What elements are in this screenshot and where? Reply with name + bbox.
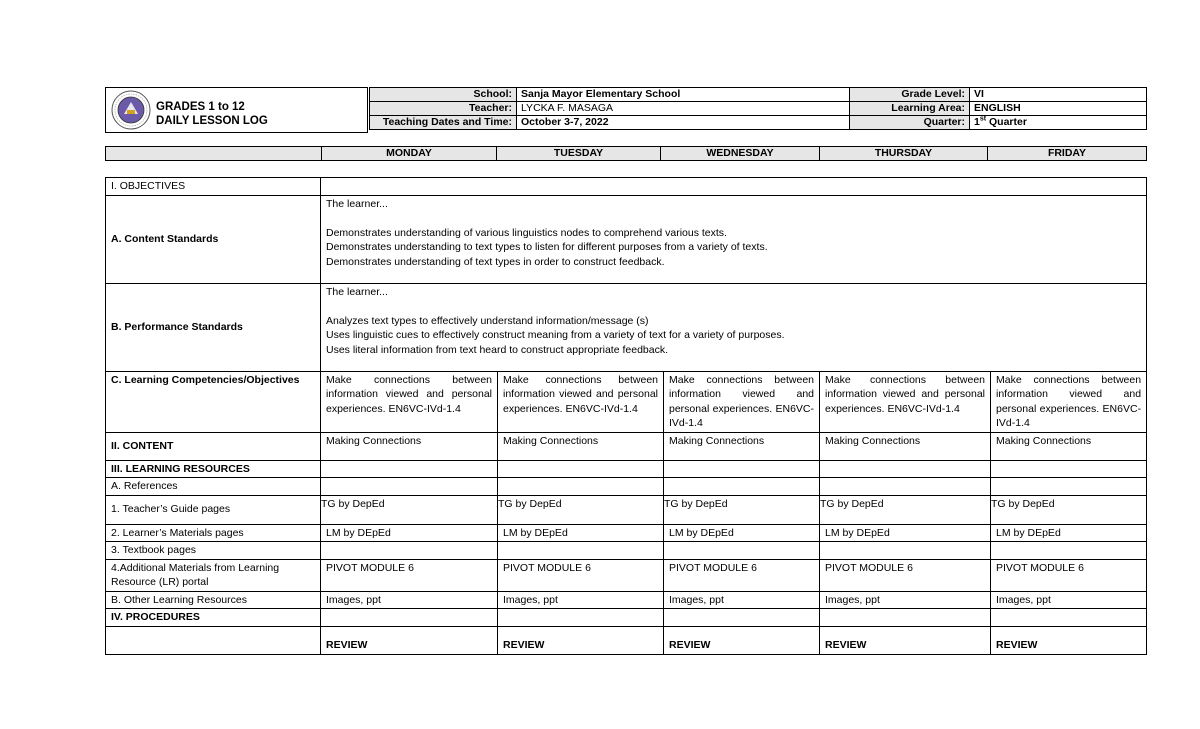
content-tuesday: Making Connections <box>498 432 664 460</box>
performance-standards-text <box>321 283 1147 371</box>
empty-cell <box>820 542 991 560</box>
other-thursday: Images, ppt <box>820 591 991 609</box>
quarter-word: Quarter <box>989 116 1027 128</box>
objectives-blank <box>321 178 1147 196</box>
review-wednesday: REVIEW <box>664 626 820 654</box>
school-value: Sanja Mayor Elementary School <box>517 88 850 102</box>
day-monday: MONDAY <box>322 147 497 161</box>
table-row <box>106 495 1147 524</box>
empty-cell <box>664 542 820 560</box>
content-standards-label: A. Content Standards <box>106 195 321 283</box>
empty-cell <box>498 609 664 627</box>
quarter-value <box>970 116 1147 130</box>
competency-tuesday: Make connections between information viewed and personal experiences. EN6VC-IVd-1.4 <box>498 371 664 432</box>
empty-cell <box>321 609 498 627</box>
competencies-label: C. Learning Competencies/Objectives <box>106 371 321 432</box>
empty-cell <box>991 609 1147 627</box>
empty-cell <box>106 626 321 654</box>
table-row <box>106 371 1147 432</box>
quarter-label: Quarter: <box>850 116 970 130</box>
additional-monday: PIVOT MODULE 6 <box>321 559 498 591</box>
content-label: II. CONTENT <box>106 432 321 460</box>
quarter-number: 1 <box>974 116 980 128</box>
performance-standards-line: Analyzes text types to effectively understand information/message (s) <box>326 314 649 327</box>
table-row <box>106 626 1147 654</box>
learning-resources-heading: III. LEARNING RESOURCES <box>106 460 321 478</box>
blank-header-cell <box>106 147 322 161</box>
competency-wednesday: Make connections between information viewed and personal experiences. EN6VC-IVd-1.4 <box>664 371 820 432</box>
other-wednesday: Images, ppt <box>664 591 820 609</box>
tg-thursday: TG by DepEd <box>820 495 991 524</box>
empty-cell <box>991 478 1147 496</box>
empty-cell <box>498 542 664 560</box>
performance-standards-line <box>326 299 1141 314</box>
additional-wednesday: PIVOT MODULE 6 <box>664 559 820 591</box>
content-friday: Making Connections <box>991 432 1147 460</box>
objectives-heading: I. OBJECTIVES <box>106 178 321 196</box>
tg-tuesday: TG by DepEd <box>498 495 664 524</box>
tg-monday: TG by DepEd <box>321 495 498 524</box>
review-friday: REVIEW <box>991 626 1147 654</box>
other-tuesday: Images, ppt <box>498 591 664 609</box>
header-info-table <box>369 87 1147 130</box>
lm-thursday: LM by DEpEd <box>820 524 991 542</box>
review-thursday: REVIEW <box>820 626 991 654</box>
teaching-dates-label: Teaching Dates and Time: <box>370 116 517 130</box>
content-standards-line <box>326 211 1141 226</box>
content-thursday: Making Connections <box>820 432 991 460</box>
school-label: School: <box>370 88 517 102</box>
table-row <box>106 432 1147 460</box>
tg-wednesday: TG by DepEd <box>664 495 820 524</box>
teacher-label: Teacher: <box>370 102 517 116</box>
day-wednesday: WEDNESDAY <box>661 147 820 161</box>
competency-friday: Make connections between information viewed and personal experiences. EN6VC-IVd-1.4 <box>991 371 1147 432</box>
content-standards-line: Demonstrates understanding of text types in order to construct feedback. <box>326 255 665 268</box>
header-title-block <box>105 87 368 133</box>
quarter-ordinal: st <box>979 115 987 123</box>
page-title <box>156 100 268 128</box>
learning-area-value: ENGLISH <box>970 102 1147 116</box>
empty-cell <box>991 542 1147 560</box>
additional-materials-label: 4.Additional Materials from Learning Resource (LR) portal <box>106 559 321 591</box>
empty-cell <box>321 542 498 560</box>
day-friday: FRIDAY <box>988 147 1147 161</box>
lm-friday: LM by DEpEd <box>991 524 1147 542</box>
textbook-label: 3. Textbook pages <box>106 542 321 560</box>
performance-standards-line: The learner... <box>326 285 388 298</box>
performance-standards-label: B. Performance Standards <box>106 283 321 371</box>
teaching-dates-value: October 3-7, 2022 <box>517 116 850 130</box>
weekday-header-row <box>105 146 1147 161</box>
learners-materials-label: 2. Learner’s Materials pages <box>106 524 321 542</box>
other-friday: Images, ppt <box>991 591 1147 609</box>
title-line-2: DAILY LESSON LOG <box>156 115 268 127</box>
competency-monday: Make connections between information viewed and personal experiences. EN6VC-IVd-1.4 <box>321 371 498 432</box>
table-row <box>106 195 1147 283</box>
table-row <box>106 283 1147 371</box>
other-monday: Images, ppt <box>321 591 498 609</box>
references-label: A. References <box>106 478 321 496</box>
grade-level-value: VI <box>970 88 1147 102</box>
title-line-1: GRADES 1 to 12 <box>156 101 245 113</box>
review-tuesday: REVIEW <box>498 626 664 654</box>
performance-standards-line: Uses linguistic cues to effectively construct meaning from a variety of text for a variety of purposes. <box>326 329 785 341</box>
review-monday: REVIEW <box>321 626 498 654</box>
content-standards-line: The learner... <box>326 197 388 210</box>
performance-standards-line: Uses literal information from text heard to construct appropriate feedback. <box>326 343 668 356</box>
content-wednesday: Making Connections <box>664 432 820 460</box>
table-row <box>106 609 1147 627</box>
learning-area-label: Learning Area: <box>850 102 970 116</box>
table-row <box>106 524 1147 542</box>
lm-wednesday: LM by DEpEd <box>664 524 820 542</box>
additional-tuesday: PIVOT MODULE 6 <box>498 559 664 591</box>
empty-cell <box>498 478 664 496</box>
procedures-heading: IV. PROCEDURES <box>106 609 321 627</box>
competency-thursday: Make connections between information viewed and personal experiences. EN6VC-IVd-1.4 <box>820 371 991 432</box>
content-standards-line: Demonstrates understanding of various linguistics nodes to comprehend various texts. <box>326 226 727 239</box>
empty-cell <box>820 460 991 478</box>
content-standards-line: Demonstrates understanding to text types to listen for different purposes from a variety of texts. <box>326 241 768 253</box>
lm-monday: LM by DEpEd <box>321 524 498 542</box>
empty-cell <box>321 460 498 478</box>
empty-cell <box>664 609 820 627</box>
empty-cell <box>820 609 991 627</box>
table-row <box>106 478 1147 496</box>
teachers-guide-label: 1. Teacher’s Guide pages <box>106 495 321 524</box>
day-tuesday: TUESDAY <box>497 147 661 161</box>
table-row <box>106 591 1147 609</box>
empty-cell <box>664 460 820 478</box>
empty-cell <box>498 460 664 478</box>
content-monday: Making Connections <box>321 432 498 460</box>
day-thursday: THURSDAY <box>820 147 988 161</box>
tg-friday: TG by DepEd <box>991 495 1147 524</box>
other-resources-label: B. Other Learning Resources <box>106 591 321 609</box>
lm-tuesday: LM by DEpEd <box>498 524 664 542</box>
table-row <box>106 178 1147 196</box>
additional-friday: PIVOT MODULE 6 <box>991 559 1147 591</box>
empty-cell <box>820 478 991 496</box>
table-row <box>106 559 1147 591</box>
empty-cell <box>991 460 1147 478</box>
additional-thursday: PIVOT MODULE 6 <box>820 559 991 591</box>
empty-cell <box>321 478 498 496</box>
lesson-log-table <box>105 177 1147 655</box>
deped-seal-icon <box>109 90 153 130</box>
grade-level-label: Grade Level: <box>850 88 970 102</box>
empty-cell <box>664 478 820 496</box>
teacher-value: LYCKA F. MASAGA <box>517 102 850 116</box>
table-row <box>106 542 1147 560</box>
content-standards-text <box>321 195 1147 283</box>
table-row <box>106 460 1147 478</box>
